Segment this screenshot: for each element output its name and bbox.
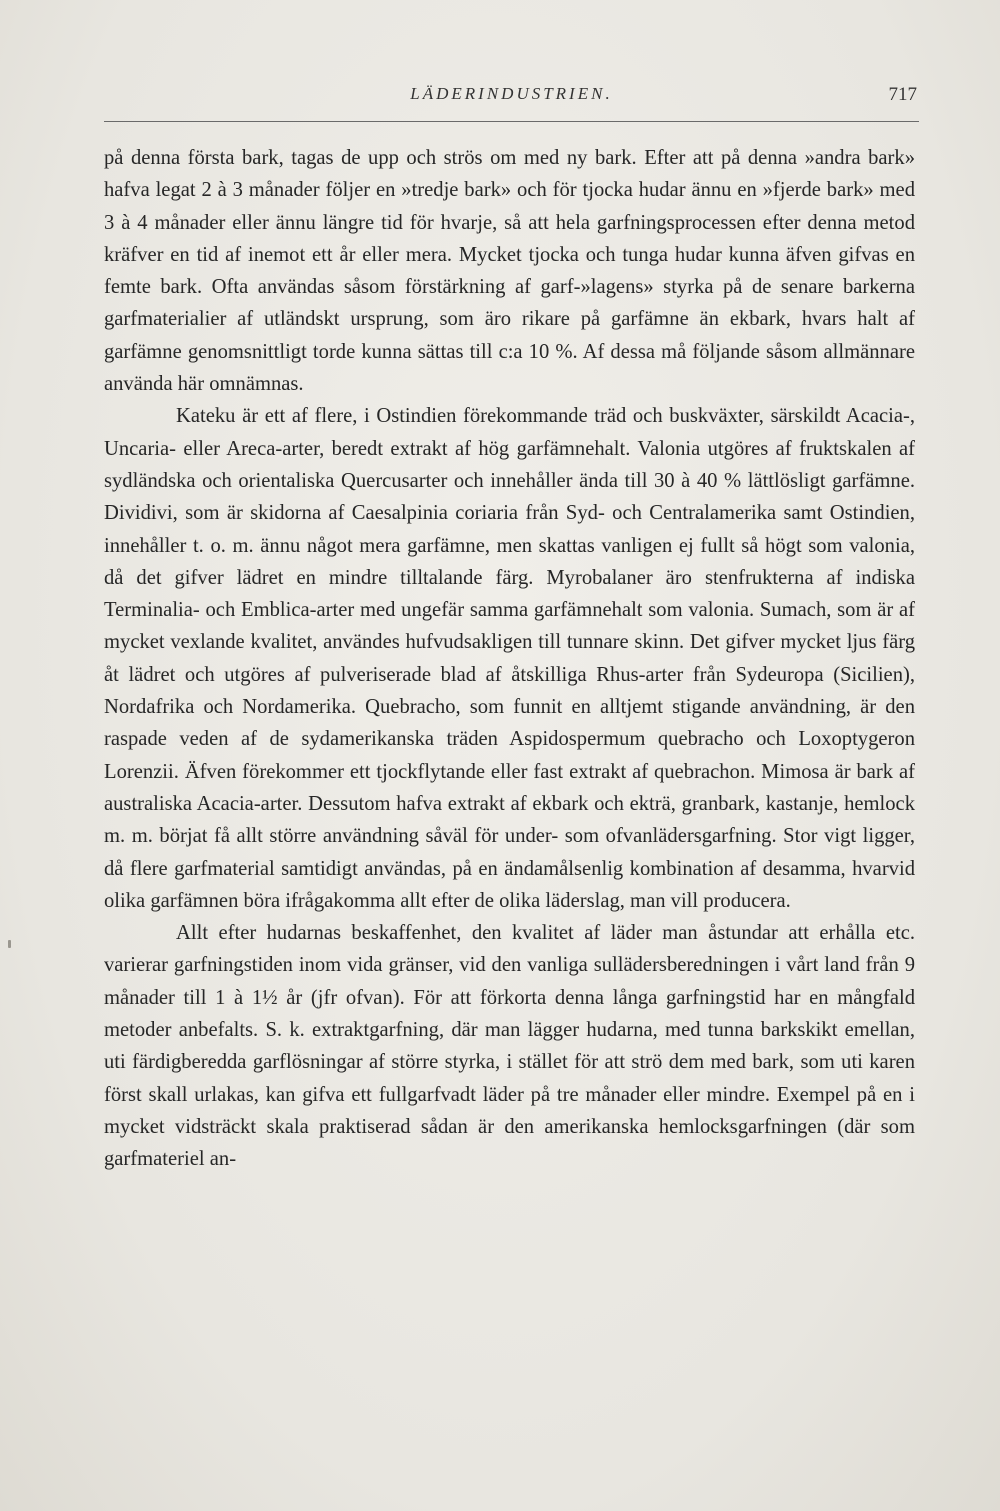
page-number: 717 — [888, 84, 917, 105]
paragraph-3: Allt efter hudarnas beskaffenhet, den kvalitet af läder man åstundar att erhålla etc. varierar garfningstiden inom vida gränser, vid den vanliga sullädersberedningen i vårt land från 9 månader till 1 à 1½ år (jfr ofvan). För att förkorta denna långa garfningstid har en mångfald metoder anbefalts. S. k. extraktgarfning, där man lägger hudarna, med tunna barkskikt emellan, uti färdigberedda garflösningar af större styrka, i stället för att strö dem med bark, som uti karen först skall urlakas, kan gifva ett fullgarfvadt läder på tre månader eller mindre. Exempel på en i mycket vidsträckt skala praktiserad sådan är den amerikanska hemlocksgarfningen (där som garfmateriel an- — [104, 922, 915, 1171]
running-title: LÄDERINDUSTRIEN. — [410, 84, 613, 103]
page-edge-mark — [8, 940, 11, 948]
paragraph-1: på denna första bark, tagas de upp och strös om med ny bark. Efter att på denna »andra bark» hafva legat 2 à 3 månader följer en »tredje bark» och för tjocka hudar ännu en »fjerde bark» med 3 à 4 månader eller ännu längre tid för hvarje, så att hela garfningsprocessen efter denna metod kräfver en tid af inemot ett år eller mera. Mycket tjocka och tunga hudar kunna äfven gifvas en femte bark. Ofta användas såsom förstärkning af garf-»lagens» styrka på de senare barkerna garfmaterialier af utländskt ursprung, som äro rikare på garfämne än ekbark, hvars halt af garfämne genomsnittligt torde kunna sättas till c:a 10 %. Af dessa må följande såsom allmännare använda här omnämnas. — [104, 147, 915, 396]
page-header — [104, 84, 919, 114]
paragraph-2: Kateku är ett af flere, i Ostindien förekommande träd och buskväxter, särskildt Acacia-, Uncaria- eller Areca-arter, beredt extrakt af hög garfämnehalt. Valonia utgöres af fruktskalen af sydländska och orientaliska Quercusarter och innehåller ända till 30 à 40 % lättlösligt garfämne. Dividivi, som är skidorna af Caesalpinia coriaria från Syd- och Centralamerika samt Ostindien, innehåller t. o. m. ännu något mera garfämne, men skattas vanligen ej fullt så högt som valonia, då det gifver lädret en mindre tilltalande färg. Myrobalaner äro stenfrukterna af indiska Terminalia- och Emblica-arter med ungefär samma garfämnehalt som valonia. Sumach, som är af mycket vexlande kvalitet, användes hufvudsakligen till tunnare skinn. Det gifver mycket ljus färg åt lädret och utgöres af pulveriserade blad af åtskilliga Rhus-arter från Sydeuropa (Sicilien), Nordafrika och Nordamerika. Quebracho, som funnit en alltjemt stigande användning, är den raspade veden af de sydamerikanska träden Aspidospermum quebracho och Loxoptygeron Lorenzii. Äfven förekommer ett tjockflytande eller fast extrakt af quebrachon. Mimosa är bark af australiska Acacia-arter. Dessutom hafva extrakt af ekbark och ekträ, granbark, kastanje, hemlock m. m. börjat få allt större användning såväl för under- som ofvanlädersgarfning. Stor vigt ligger, då flere garfmaterial samtidigt användas, på en ändamålsenlig kombination af desamma, hvarvid olika garfämnen böra ifrågakomma allt efter de olika läderslag, man vill producera. — [104, 405, 915, 912]
body-text — [104, 142, 915, 1176]
header-rule — [104, 121, 919, 122]
